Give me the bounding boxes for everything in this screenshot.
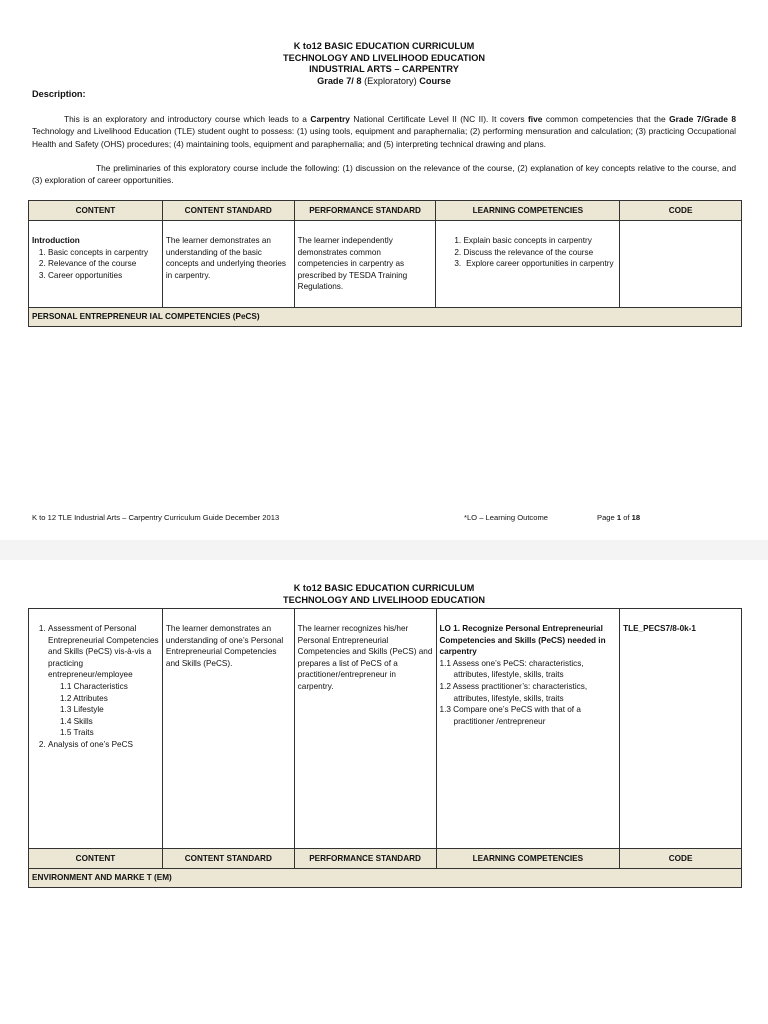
list-item: 1.1 Characteristics (60, 681, 128, 691)
header-performance-standard: PERFORMANCE STANDARD (294, 849, 436, 869)
header-learning-competencies: LEARNING COMPETENCIES (436, 849, 620, 869)
pecs-content-cell (29, 609, 163, 849)
header-line-2: TECHNOLOGY AND LIVELIHOOD EDUCATION (283, 594, 485, 605)
table-row (29, 609, 742, 849)
para1-text-2: National Certificate Level II (NC II). It covers (349, 114, 529, 124)
curriculum-table-1 (28, 200, 742, 327)
page-prefix: Page (597, 513, 617, 522)
pecs-content-item-1: Assessment of Personal Entrepreneurial Competencies and Skills (PeCS) vis-à-vis a practicing entrepreneur/employee (48, 624, 159, 680)
page-of: of (621, 513, 632, 522)
list-item: 1. Explain basic concepts in carpentry (463, 235, 616, 247)
section-band-row (29, 308, 742, 327)
header-performance-standard: PERFORMANCE STANDARD (294, 201, 436, 221)
pecs-competencies-cell (436, 609, 620, 849)
list-item: 1.3 Lifestyle (60, 705, 104, 715)
description-label: Description: (32, 89, 86, 99)
exploratory-label: (Exploratory) (364, 75, 417, 86)
section-band-row (29, 869, 742, 888)
list-item: 1.1 Assess one’s PeCS: characteristics, attributes, lifestyle, skills, traits (439, 658, 584, 680)
page-1-header (0, 41, 768, 87)
para1-bold-grade: Grade 7/Grade 8 (669, 114, 736, 124)
table-header-row (29, 849, 742, 869)
grade-label: Grade 7/ 8 (317, 75, 362, 86)
intro-competencies-cell (436, 221, 620, 308)
list-item: 1.3 Compare one’s PeCS with that of a practitioner /entrepreneur (439, 705, 581, 726)
header-code: CODE (620, 201, 742, 221)
intro-content-cell (29, 221, 163, 308)
header-line-2: TECHNOLOGY AND LIVELIHOOD EDUCATION (283, 52, 485, 63)
curriculum-table-2 (28, 608, 742, 888)
list-item: 1.4 Skills (60, 716, 93, 726)
page-divider (0, 540, 768, 560)
para1-bold-carpentry: Carpentry (310, 114, 350, 124)
table-row (29, 221, 742, 308)
para1-text-1: This is an exploratory and introductory course which leads to a (64, 114, 311, 124)
header-content: CONTENT (29, 849, 163, 869)
list-item: 3. Explore career opportunities in carpentry (463, 258, 616, 270)
intro-title: Introduction (32, 236, 80, 245)
header-content: CONTENT (29, 201, 163, 221)
page-2 (0, 560, 768, 1024)
intro-code (620, 221, 742, 308)
pecs-content-list (32, 623, 159, 751)
course-label: Course (419, 75, 451, 86)
list-item: 1.5 Traits (60, 728, 94, 738)
header-content-standard: CONTENT STANDARD (162, 849, 294, 869)
list-item: 2. Discuss the relevance of the course (463, 247, 616, 259)
list-item: 2. Relevance of the course (48, 258, 159, 270)
section-band-em: ENVIRONMENT AND MARKE T (EM) (29, 869, 742, 888)
header-code: CODE (620, 849, 742, 869)
page-total: 18 (631, 513, 641, 522)
intro-performance-standard: The learner independently demonstrates common competencies in carpentry as prescribed by TESDA Training Regulations. (294, 221, 436, 308)
intro-competencies-list (439, 235, 616, 270)
list-item: 3. Career opportunities (48, 270, 159, 282)
pecs-code: TLE_PECS7/8-0k-1 (620, 609, 742, 849)
para1-bold-five: five (528, 114, 543, 124)
list-item (48, 623, 159, 739)
lo-title: LO 1. Recognize Personal Entrepreneurial Competencies and Skills (PeCS) needed in carpentry (439, 624, 606, 657)
footer-lo-note: *LO – Learning Outcome (464, 513, 549, 522)
header-content-standard: CONTENT STANDARD (162, 201, 294, 221)
table-header-row (29, 201, 742, 221)
header-line-3: INDUSTRIAL ARTS – CARPENTRY (309, 64, 459, 74)
pecs-performance-standard: The learner recognizes his/her Personal Entrepreneurial Competencies and Skills (PeCS) and prepares a list of PeCS of a practitioner/entrepreneur in carpentry. (294, 609, 436, 849)
list-item: 1.2 Assess practitioner’s: characteristics, attributes, lifestyle, skills, traits (439, 681, 588, 703)
header-line-1: K to12 BASIC EDUCATION CURRICULUM (293, 41, 475, 51)
para1-text-3: common competencies that the (542, 114, 670, 124)
footer-left: K to 12 TLE Industrial Arts – Carpentry Curriculum Guide December 2013 (32, 513, 280, 522)
para1-text-4: Technology and Livelihood Education (TLE) student ought to possess: (1) using tools, equipment and paraphernalia; (2) performing mensuration and calculation; (3) practicing Occupational Health and Safety (OHS) procedures; (4) maintaining tools, equipment and paraphernalia; and (5) interpreting technical drawing and plans. (32, 126, 736, 149)
intro-content-list (32, 247, 159, 282)
header-learning-competencies: LEARNING COMPETENCIES (436, 201, 620, 221)
list-item: 1.2 Attributes (60, 693, 108, 703)
pecs-sub-list (48, 681, 159, 739)
description-paragraph-2: The preliminaries of this exploratory course include the following: (1) discussion on the relevance of the course, (2) explanation of key concepts relative to the course, and (3) exploration of career opportunities. (32, 163, 736, 186)
header-line-4 (0, 76, 768, 88)
page-num: 1 (616, 513, 622, 522)
list-item: 2. Analysis of one’s PeCS (48, 739, 159, 751)
intro-content-standard: The learner demonstrates an understanding of the basic concepts and underlying theories in carpentry. (162, 221, 294, 308)
list-item: 1. Basic concepts in carpentry (48, 247, 159, 259)
footer-page-number (597, 513, 640, 522)
page-2-header (0, 583, 768, 606)
section-band-pecs: PERSONAL ENTREPRENEUR IAL COMPETENCIES (PeCS) (29, 308, 742, 327)
pecs-content-standard: The learner demonstrates an understanding of one’s Personal Entrepreneurial Competencies and Skills (PeCS). (162, 609, 294, 849)
header-line-1: K to12 BASIC EDUCATION CURRICULUM (293, 583, 475, 593)
description-paragraph-1 (32, 113, 736, 150)
